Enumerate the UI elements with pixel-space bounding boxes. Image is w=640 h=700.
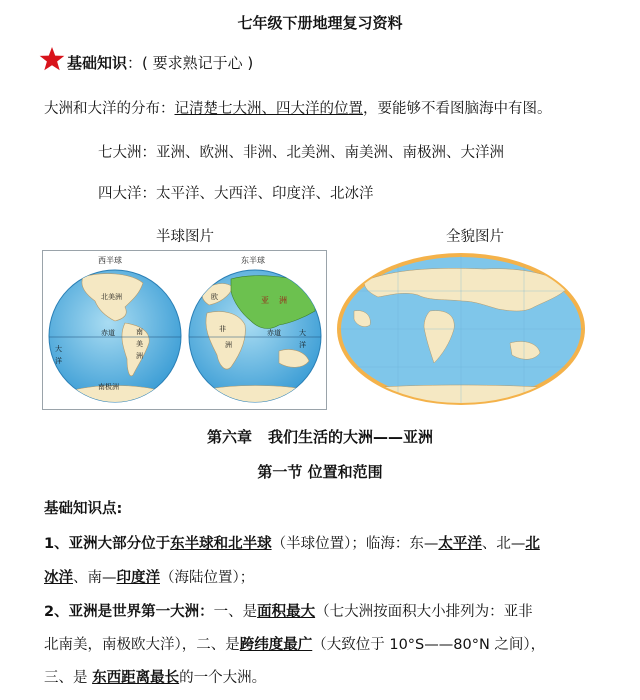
east-map-label: 洲 xyxy=(225,341,232,349)
east-map-label: 欧 xyxy=(211,293,218,301)
point-text: （海陆位置）； xyxy=(160,570,255,586)
hemisphere-caption: 半球图片 xyxy=(156,229,214,245)
point-2-line-2 xyxy=(44,633,545,654)
west-map-label: 大 xyxy=(55,345,62,353)
point-text: 一、是 xyxy=(213,604,258,620)
chapter-title xyxy=(0,426,640,447)
distribution-line xyxy=(44,97,552,118)
west-map-label: 洋 xyxy=(55,357,62,365)
knowledge-points-heading: 基础知识点: xyxy=(44,501,123,517)
point-key: 东西距离最长 xyxy=(92,670,180,686)
east-map-label: 亚 xyxy=(261,296,269,305)
distribution-suffix: ，要能够不看图脑海中有图。 xyxy=(363,101,552,117)
hemisphere-map xyxy=(43,251,326,409)
full-map-caption: 全貌图片 xyxy=(446,229,504,245)
west-map-label: 北美洲 xyxy=(101,293,122,301)
east-map-label: 洋 xyxy=(299,341,306,349)
point-text: 、南— xyxy=(73,570,117,586)
section-title: 第一节 位置和范围 xyxy=(257,463,383,481)
point-1-line-1 xyxy=(44,532,540,553)
point-text: 2、亚洲是世界第一大洲： xyxy=(44,604,214,620)
point-2-line-3 xyxy=(44,666,266,687)
west-map-label: 南 xyxy=(136,328,143,336)
chapter-name: 我们生活的大洲——亚洲 xyxy=(268,428,434,446)
oceans-line: 四大洋：太平洋、大西洋、印度洋、北冰洋 xyxy=(98,186,374,202)
chapter-number: 第六章 xyxy=(206,428,252,446)
point-key: 北 xyxy=(525,536,540,552)
point-text: 1、亚洲大部分位于 xyxy=(44,536,171,552)
basic-heading-text: 基础知识 xyxy=(67,54,128,72)
point-key: 印度洋 xyxy=(116,570,160,586)
hemisphere-figure xyxy=(42,250,327,410)
distribution-prefix: 大洲和大洋的分布： xyxy=(44,101,175,117)
point-key: 冰洋 xyxy=(44,570,73,586)
star-icon xyxy=(39,46,65,72)
distribution-underlined: 记清楚七大洲、四大洋的位置 xyxy=(174,101,363,117)
east-hemisphere-label: 东半球 xyxy=(241,256,265,265)
document-title: 七年级下册地理复习资料 xyxy=(237,14,403,32)
point-text: （七大洲按面积大小排列为：亚非 xyxy=(315,604,533,620)
east-map-label: 赤道 xyxy=(267,329,281,337)
point-text: （半球位置）；临海：东— xyxy=(271,536,439,552)
point-key: 面积最大 xyxy=(257,604,316,620)
point-text: 北南美，南极欧大洋），二、是 xyxy=(44,637,240,653)
basic-knowledge-heading xyxy=(67,52,253,73)
west-map-label: 洲 xyxy=(136,352,143,360)
point-key: 跨纬度最广 xyxy=(239,637,313,653)
point-1-line-2 xyxy=(44,566,254,587)
point-key: 东半球和北半球 xyxy=(170,536,272,552)
west-map-label: 南极洲 xyxy=(98,383,119,391)
continents-line: 七大洲：亚洲、欧洲、非洲、北美洲、南美洲、南极洲、大洋洲 xyxy=(98,145,504,161)
point-text: 、北— xyxy=(481,536,526,552)
world-map xyxy=(334,251,589,408)
east-map-label: 洲 xyxy=(279,296,287,305)
west-map-label: 美 xyxy=(136,340,143,348)
world-map-figure xyxy=(334,251,589,408)
point-text: 的一个大洲。 xyxy=(179,670,267,686)
east-map-label: 大 xyxy=(299,329,306,337)
west-map-label: 赤道 xyxy=(101,329,115,337)
west-hemisphere-label: 西半球 xyxy=(98,256,122,265)
point-text: 三、是 xyxy=(44,670,93,686)
east-map-label: 非 xyxy=(219,325,226,333)
basic-heading-note: ：( 要求熟记于心 ) xyxy=(127,54,254,72)
point-text: （大致位于 10°S——80°N 之间）， xyxy=(312,637,546,653)
point-2-line-1 xyxy=(44,600,533,621)
point-key: 太平洋 xyxy=(438,536,482,552)
